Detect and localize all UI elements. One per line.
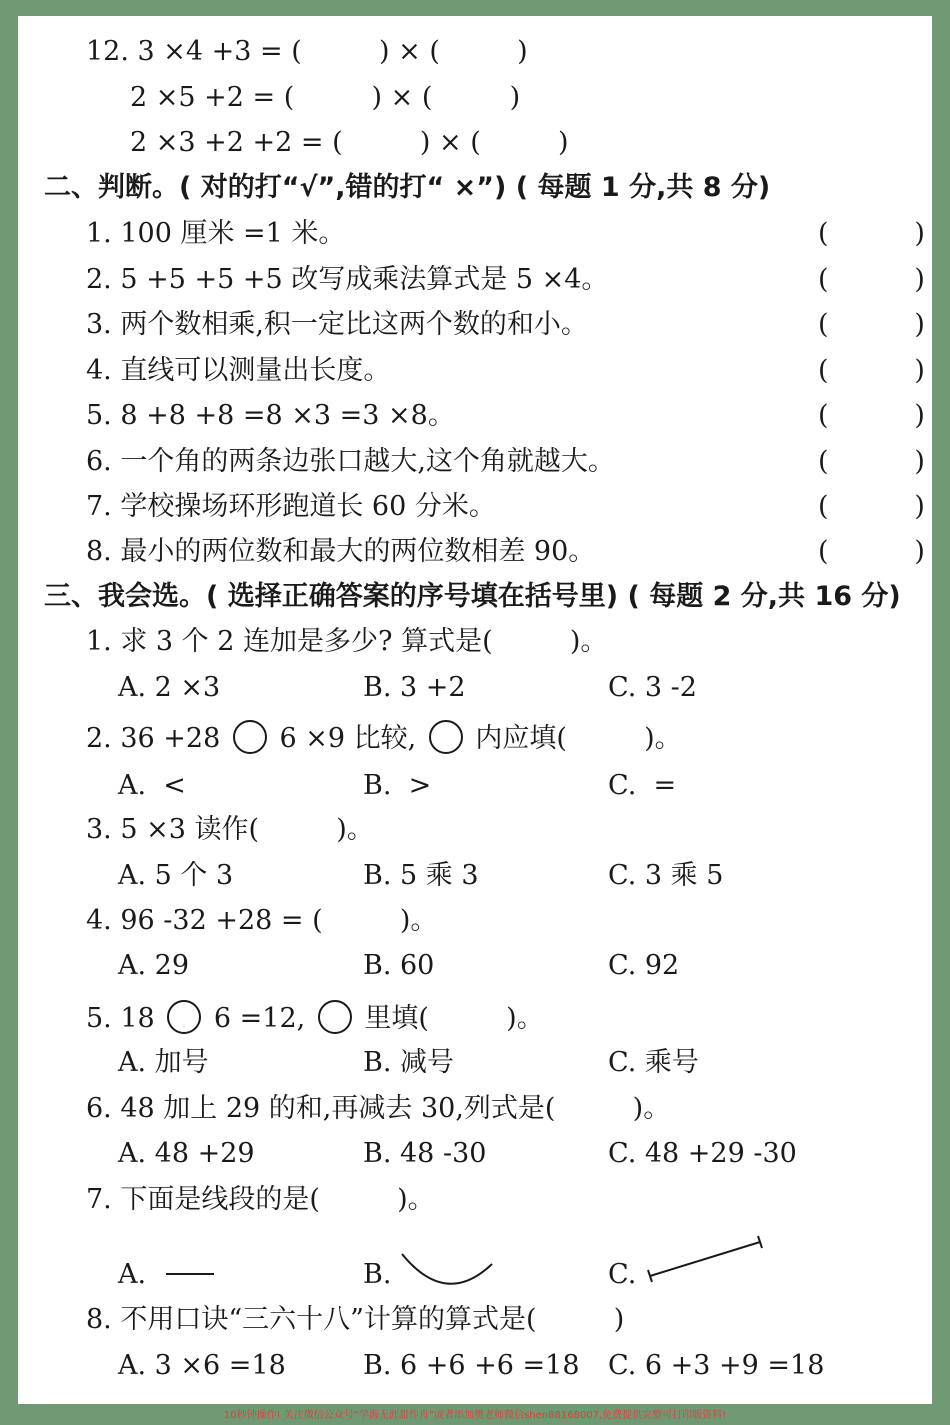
choice-q4-option-c[interactable]: C. 92 xyxy=(608,950,680,981)
q12-line-3: 2 ×3 +2 +2 = ( ) × ( ) xyxy=(130,127,569,158)
choice-q7-option-c[interactable]: C. xyxy=(608,1259,637,1290)
circle-blank-icon xyxy=(167,1000,201,1034)
part3-header: 三、我会选。( 选择正确答案的序号填在括号里) ( 每题 2 分,共 16 分) xyxy=(44,581,901,612)
choice-q8-stem: 8. 不用口诀“三六十八”计算的算式是( ) xyxy=(86,1304,625,1335)
choice-q8-option-b[interactable]: B. 6 +6 +6 =18 xyxy=(363,1350,580,1381)
choice-q7-option-a[interactable]: A. xyxy=(118,1259,147,1290)
judge-item-7: 7. 学校操场环形跑道长 60 分米。 xyxy=(86,491,496,522)
choice-q3-stem: 3. 5 ×3 读作( )。 xyxy=(86,814,374,845)
choice-q3-option-c[interactable]: C. 3 乘 5 xyxy=(608,860,724,891)
circle-blank-icon xyxy=(233,720,267,754)
choice-q2-option-b[interactable]: B. > xyxy=(363,770,432,801)
judge-item-6: 6. 一个角的两条边张口越大,这个角就越大。 xyxy=(86,446,615,477)
choice-q5-option-b[interactable]: B. 减号 xyxy=(363,1047,455,1078)
circle-blank-icon xyxy=(429,720,463,754)
judge-blank-7[interactable]: ( ) xyxy=(818,491,925,522)
q12-line-2: 2 ×5 +2 = ( ) × ( ) xyxy=(130,82,521,113)
choice-q1-option-b[interactable]: B. 3 +2 xyxy=(363,672,466,703)
judge-blank-4[interactable]: ( ) xyxy=(818,355,925,386)
judge-blank-2[interactable]: ( ) xyxy=(818,264,925,295)
choice-q5-stem xyxy=(86,1000,544,1035)
worksheet-page xyxy=(18,16,932,1404)
judge-item-5: 5. 8 +8 +8 =8 ×3 =3 ×8。 xyxy=(86,400,455,431)
choice-q1-stem: 1. 求 3 个 2 连加是多少? 算式是( )。 xyxy=(86,626,608,657)
choice-q4-option-b[interactable]: B. 60 xyxy=(363,950,435,981)
judge-item-8: 8. 最小的两位数和最大的两位数相差 90。 xyxy=(86,536,596,567)
choice-q3-option-b[interactable]: B. 5 乘 3 xyxy=(363,860,479,891)
choice-q2-stem-part3: 内应填( )。 xyxy=(475,723,682,754)
line-segment-figure-icon xyxy=(166,1266,216,1278)
judge-item-4: 4. 直线可以测量出长度。 xyxy=(86,355,391,386)
judge-blank-5[interactable]: ( ) xyxy=(818,400,925,431)
choice-q1-option-a[interactable]: A. 2 ×3 xyxy=(118,672,221,703)
circle-blank-icon xyxy=(318,1000,352,1034)
choice-q7-option-b[interactable]: B. xyxy=(363,1259,392,1290)
judge-item-1: 1. 100 厘米 =1 米。 xyxy=(86,218,346,249)
choice-q8-option-a[interactable]: A. 3 ×6 =18 xyxy=(118,1350,286,1381)
judge-blank-8[interactable]: ( ) xyxy=(818,536,925,567)
choice-q2-stem-part1: 2. 36 +28 xyxy=(86,723,221,754)
choice-q8-option-c[interactable]: C. 6 +3 +9 =18 xyxy=(608,1350,825,1381)
choice-q5-stem-part1: 5. 18 xyxy=(86,1003,155,1034)
choice-q4-stem: 4. 96 -32 +28 = ( )。 xyxy=(86,905,438,936)
choice-q1-option-c[interactable]: C. 3 -2 xyxy=(608,672,697,703)
judge-blank-1[interactable]: ( ) xyxy=(818,218,925,249)
choice-q6-option-a[interactable]: A. 48 +29 xyxy=(118,1138,255,1169)
choice-q2-option-c[interactable]: C. = xyxy=(608,770,677,801)
footer-notice: 10秒钟操作! 关注微信公众号“学海无涯甜作舟”或者添加樊老师微信shen88168007,免费提供完整可打印版资料! xyxy=(223,1410,727,1421)
choice-q5-option-c[interactable]: C. 乘号 xyxy=(608,1047,699,1078)
judge-item-2: 2. 5 +5 +5 +5 改写成乘法算式是 5 ×4。 xyxy=(86,264,609,295)
part2-header: 二、判断。( 对的打“√”,错的打“ ×”) ( 每题 1 分,共 8 分) xyxy=(44,172,771,203)
choice-q6-option-b[interactable]: B. 48 -30 xyxy=(363,1138,487,1169)
choice-q5-stem-part2: 6 =12, xyxy=(213,1003,306,1034)
choice-q5-option-a[interactable]: A. 加号 xyxy=(118,1047,209,1078)
ray-figure-icon xyxy=(646,1236,766,1286)
judge-item-3: 3. 两个数相乘,积一定比这两个数的和小。 xyxy=(86,309,588,340)
choice-q7-stem: 7. 下面是线段的是( )。 xyxy=(86,1184,435,1215)
q12-line-1: 12. 3 ×4 +3 = ( ) × ( ) xyxy=(86,36,528,67)
judge-blank-3[interactable]: ( ) xyxy=(818,309,925,340)
curve-figure-icon xyxy=(398,1248,498,1288)
choice-q6-option-c[interactable]: C. 48 +29 -30 xyxy=(608,1138,797,1169)
choice-q2-stem xyxy=(86,720,682,755)
judge-blank-6[interactable]: ( ) xyxy=(818,446,925,477)
choice-q2-option-a[interactable]: A. < xyxy=(118,770,186,801)
choice-q2-stem-part2: 6 ×9 比较, xyxy=(279,723,417,754)
choice-q4-option-a[interactable]: A. 29 xyxy=(118,950,190,981)
choice-q6-stem: 6. 48 加上 29 的和,再减去 30,列式是( )。 xyxy=(86,1093,671,1124)
choice-q5-stem-part3: 里填( )。 xyxy=(364,1003,544,1034)
choice-q3-option-a[interactable]: A. 5 个 3 xyxy=(118,860,234,891)
